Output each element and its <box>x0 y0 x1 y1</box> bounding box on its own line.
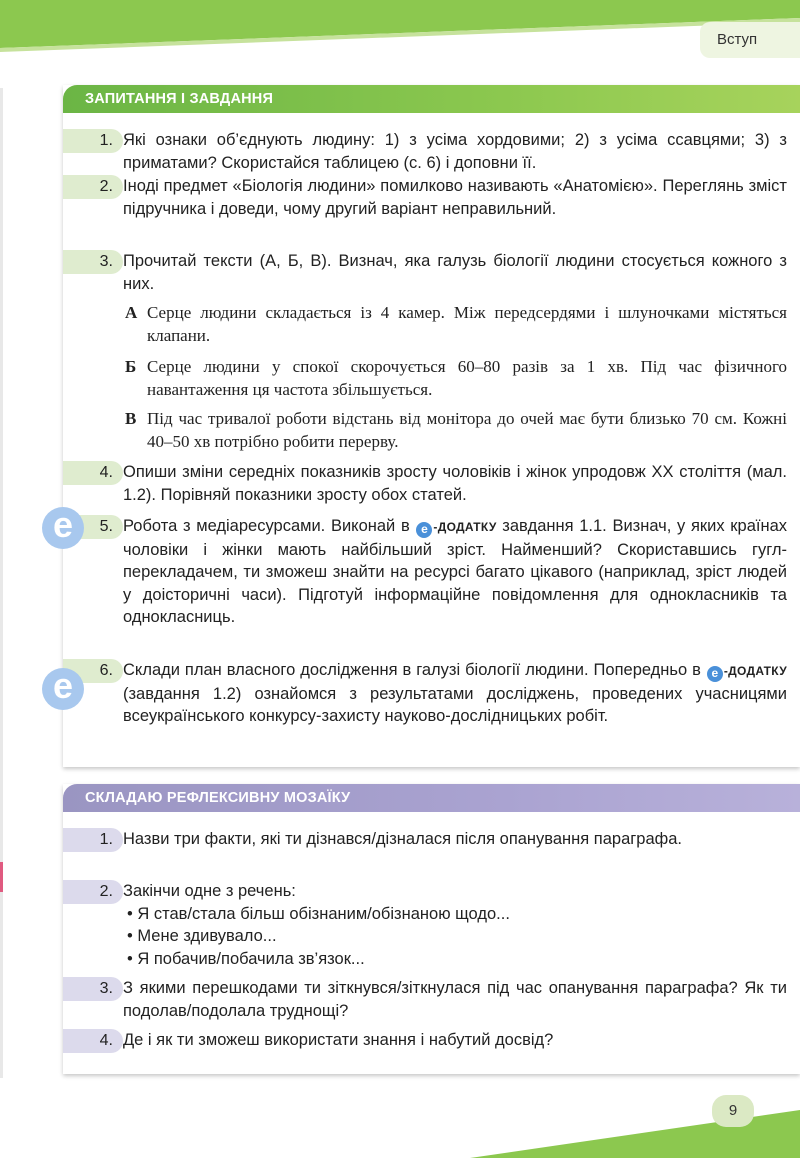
item-number: 5. <box>63 515 123 539</box>
text-letter: В <box>125 409 137 428</box>
item-text: Де і як ти зможеш використати знання і набутий досвід? <box>123 1031 554 1049</box>
e-resource-label[interactable]: -ДОДАТКУ <box>723 664 787 678</box>
item-text: Назви три факти, які ти дізнався/дізналася після опанування параграфа. <box>123 830 682 848</box>
questions-box <box>63 85 800 767</box>
left-edge-accent <box>0 862 3 892</box>
item-text: Іноді предмет «Біологія людини» помилково називають «Анатомією». Переглянь зміст підручника і доведи, чому другий варіант неправильний. <box>123 177 787 218</box>
text-body: Під час тривалої роботи відстань від монітора до очей має бути близько 70 см. Кожні 40–50 хв потрібно робити перерву. <box>147 409 787 451</box>
e-resource-label[interactable]: -ДОДАТКУ <box>433 520 497 534</box>
item-text <box>123 515 787 629</box>
text-letter: Б <box>125 357 137 376</box>
e-resource-icon[interactable]: е <box>416 522 432 538</box>
item-text-start: Робота з медіаресурсами. Виконай в <box>123 517 416 535</box>
top-decorative-band <box>0 0 800 60</box>
item-text-start: Склади план власного дослідження в галузі біології людини. Попередньо в <box>123 661 706 679</box>
section-tab: Вступ <box>700 22 800 58</box>
left-edge-shadow <box>0 88 3 1078</box>
item-number: 4. <box>63 1029 123 1053</box>
item-text-end: (завдання 1.2) ознайомся з результатами досліджень, проведених учасницями всеукраїнського конкурсу-захисту науково-дослідницьких робіт. <box>123 684 787 725</box>
item-number: 1. <box>63 828 123 852</box>
item-text-end: завдання 1.1. Визнач, у яких країнах чоловіки і жінки мають найбільший зріст. Найменший? Скориставшись гугл-перекладачем, ти зможеш знайти на ресурсі багато цікавого (наприклад, зріст людей у доісторичні часи). Підготуй інформаційне повідомлення для однокласників та однокласниць. <box>123 517 787 626</box>
item-text: Які ознаки об’єднують людину: 1) з усіма хордовими; 2) з усіма ссавцями; 3) з приматами? Скористайся таблицею (с. 6) і доповни її. <box>123 131 787 172</box>
text-b <box>125 355 787 401</box>
bullet-line: • Я став/стала більш обізнаним/обізнаною щодо... <box>127 904 510 923</box>
questions-title: ЗАПИТАННЯ І ЗАВДАННЯ <box>63 85 800 113</box>
text-a <box>125 301 787 347</box>
reflection-box <box>63 784 800 1074</box>
bullet-line: • Мене здивувало... <box>127 927 277 945</box>
item-text: Закінчи одне з речень: <box>123 882 296 900</box>
text-c <box>125 407 787 453</box>
item-text <box>123 659 787 728</box>
e-resource-icon[interactable]: е <box>707 666 723 682</box>
item-number: 6. <box>63 659 123 683</box>
bottom-decorative-band <box>0 1080 800 1158</box>
item-text: Опиши зміни середніх показників зросту чоловіків і жінок упродовж XX століття (мал. 1.2). Порівняй показники зросту обох статей. <box>123 463 787 504</box>
e-resource-side-icon[interactable]: е <box>42 668 84 710</box>
item-number: 2. <box>63 880 123 904</box>
item-number: 2. <box>63 175 123 199</box>
item-text: З якими перешкодами ти зіткнувся/зіткнулася під час опанування параграфа? Як ти подолав/подолала труднощі? <box>123 979 787 1020</box>
text-letter: А <box>125 303 138 322</box>
e-resource-side-icon[interactable]: е <box>42 507 84 549</box>
item-number: 3. <box>63 977 123 1001</box>
text-body: Серце людини у спокої скорочується 60–80 разів за 1 хв. Під час фізичного навантаження ця частота збільшується. <box>147 357 787 399</box>
item-text: Прочитай тексти (А, Б, В). Визнач, яка галузь біології людини стосується кожного з них. <box>123 252 787 293</box>
bullet-line: • Я побачив/побачила зв’язок... <box>127 949 365 968</box>
reflection-title: СКЛАДАЮ РЕФЛЕКСИВНУ МОЗАЇКУ <box>63 784 800 812</box>
item-number: 1. <box>63 129 123 153</box>
item-text <box>123 880 787 970</box>
item-number: 3. <box>63 250 123 274</box>
item-number: 4. <box>63 461 123 485</box>
text-body: Серце людини складається із 4 камер. Між передсердями і шлуночками містяться клапани. <box>147 303 787 345</box>
page-number: 9 <box>712 1095 754 1127</box>
